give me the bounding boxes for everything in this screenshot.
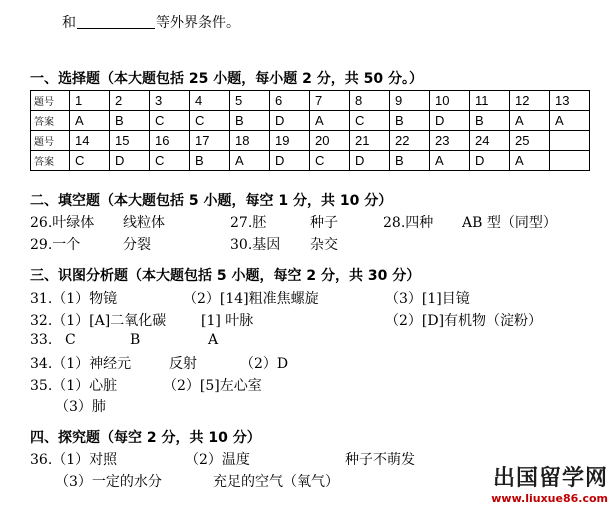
answer-cell: C: [350, 111, 390, 131]
question-number-cell: 4: [190, 91, 230, 111]
section1-heading: 一、选择题（本大题包括 25 小题，每小题 2 分，共 50 分。）: [30, 71, 423, 87]
answer-cell: B: [470, 111, 510, 131]
row-label-answer: 答案: [31, 111, 70, 131]
answer-cell: B: [390, 111, 430, 131]
question-number-cell: 19: [270, 131, 310, 151]
q29-answer: 29.一个: [30, 237, 81, 253]
q33-answer-2: B: [130, 332, 141, 348]
answer-table: [30, 90, 590, 171]
q35-part1: 35.（1）心脏: [30, 378, 118, 394]
q33-answer-1: C: [65, 332, 76, 348]
q28-answer: 28.四种: [383, 215, 434, 231]
answer-cell: B: [110, 111, 150, 131]
watermark: [491, 461, 608, 505]
table-row-numbers-2: [31, 131, 590, 151]
question-number-cell: 10: [430, 91, 470, 111]
answer-cell: C: [310, 151, 350, 171]
q36-part4: （3）一定的水分: [55, 474, 162, 490]
q31-part1: 31.（1）物镜: [30, 291, 118, 307]
question-number-cell: 7: [310, 91, 350, 111]
answer-cell: D: [350, 151, 390, 171]
question-number-cell: 11: [470, 91, 510, 111]
q26-answer-2: 线粒体: [123, 215, 165, 231]
question-number-cell: 21: [350, 131, 390, 151]
answer-cell: C: [150, 151, 190, 171]
q28-answer-2: AB 型（同型）: [462, 215, 557, 231]
row-label-answer: 答案: [31, 151, 70, 171]
row-label-question: 题号: [31, 131, 70, 151]
question-number-cell: 22: [390, 131, 430, 151]
answer-cell: D: [270, 151, 310, 171]
q26-answer: 26.叶绿体: [30, 215, 95, 231]
q36-part2: （2）温度: [185, 452, 250, 468]
answer-cell: A: [510, 151, 550, 171]
answer-cell: A: [70, 111, 110, 131]
q32-part3: （2）[D]有机物（淀粉）: [385, 313, 543, 329]
section2-heading: 二、填空题（本大题包括 5 小题，每空 1 分，共 10 分）: [30, 193, 393, 209]
question-number-cell: 25: [510, 131, 550, 151]
question-number-cell: 8: [350, 91, 390, 111]
question-number-cell: 20: [310, 131, 350, 151]
question-number-cell: 14: [70, 131, 110, 151]
q34-part3: （2）D: [240, 356, 289, 372]
answer-cell: [550, 151, 590, 171]
section4-heading: 四、探究题（每空 2 分，共 10 分）: [30, 430, 261, 446]
table-row-answers-1: [31, 111, 590, 131]
question-number-cell: 6: [270, 91, 310, 111]
question-number-cell: 17: [190, 131, 230, 151]
answer-cell: B: [190, 151, 230, 171]
question-number-cell: 13: [550, 91, 590, 111]
row-label-question: 题号: [31, 91, 70, 111]
q27-answer-2: 种子: [310, 215, 338, 231]
question-number-cell: 12: [510, 91, 550, 111]
blank-line: [77, 14, 155, 29]
question-number-cell: 24: [470, 131, 510, 151]
q33-number: 33.: [30, 332, 53, 348]
q36-part3: 种子不萌发: [345, 452, 415, 468]
q33-answer-3: A: [208, 332, 219, 348]
q31-part3: （3）[1]目镜: [385, 291, 470, 307]
table-row-answers-2: [31, 151, 590, 171]
answer-cell: A: [550, 111, 590, 131]
answer-cell: A: [230, 151, 270, 171]
top-line-prefix: 和: [62, 15, 76, 31]
q29-answer-2: 分裂: [123, 237, 151, 253]
answer-cell: B: [390, 151, 430, 171]
q36-part1: 36.（1）对照: [30, 452, 118, 468]
q35-part3: （3）肺: [55, 399, 106, 415]
q36-part5: 充足的空气（氧气）: [213, 474, 339, 490]
top-fill-line: [62, 12, 240, 32]
answer-cell: A: [510, 111, 550, 131]
answer-cell: C: [70, 151, 110, 171]
answer-cell: D: [110, 151, 150, 171]
question-number-cell: 2: [110, 91, 150, 111]
question-number-cell: 23: [430, 131, 470, 151]
watermark-name: 出国留学网: [492, 466, 608, 491]
section3-heading: 三、识图分析题（本大题包括 5 小题，每空 2 分，共 30 分）: [30, 268, 421, 284]
watermark-url: www.liuxue86.com: [491, 492, 608, 505]
answer-cell: B: [230, 111, 270, 131]
question-number-cell: 5: [230, 91, 270, 111]
question-number-cell: [550, 131, 590, 151]
question-number-cell: 1: [70, 91, 110, 111]
q31-part2: （2）[14]粗准焦螺旋: [183, 291, 319, 307]
answer-cell: D: [430, 111, 470, 131]
answer-cell: A: [430, 151, 470, 171]
answer-cell: C: [190, 111, 230, 131]
question-number-cell: 15: [110, 131, 150, 151]
answer-cell: D: [470, 151, 510, 171]
question-number-cell: 3: [150, 91, 190, 111]
question-number-cell: 18: [230, 131, 270, 151]
top-line-suffix: 等外界条件。: [156, 15, 240, 31]
q30-answer: 30.基因: [230, 237, 281, 253]
answer-cell: C: [150, 111, 190, 131]
question-number-cell: 9: [390, 91, 430, 111]
q34-part2: 反射: [169, 356, 197, 372]
q34-part1: 34.（1）神经元: [30, 356, 132, 372]
table-row-numbers-1: [31, 91, 590, 111]
q32-part1: 32.（1）[A]二氧化碳: [30, 313, 167, 329]
q35-part2: （2）[5]左心室: [163, 378, 262, 394]
answer-cell: D: [270, 111, 310, 131]
question-number-cell: 16: [150, 131, 190, 151]
q32-part2: [1] 叶脉: [201, 313, 254, 329]
q30-answer-2: 杂交: [310, 237, 338, 253]
q27-answer: 27.胚: [230, 215, 267, 231]
answer-cell: A: [310, 111, 350, 131]
